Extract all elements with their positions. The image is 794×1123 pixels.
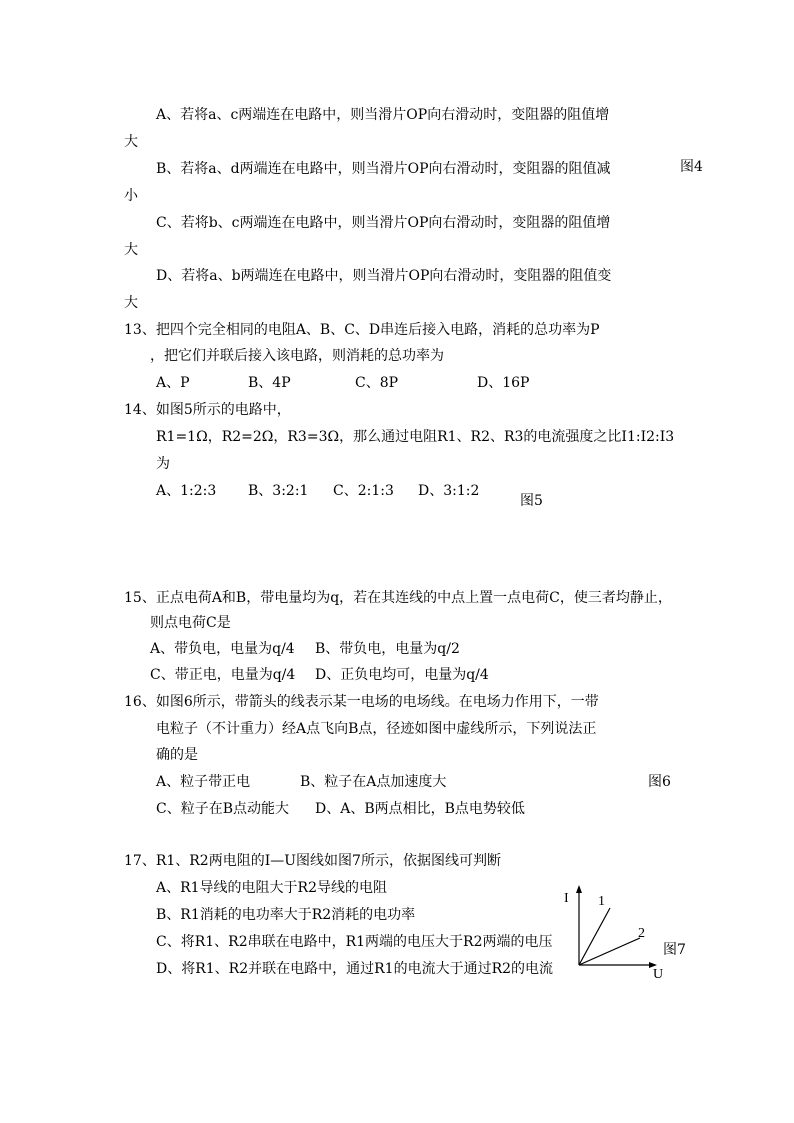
q17-stem-line1: 17、R1、R2两电阻的I—U图线如图7所示，依据图线可判断 bbox=[124, 853, 501, 869]
q14-option-a: A、1:2:3 bbox=[156, 483, 217, 499]
q15-option-c: C、带正电，电量为q/4 bbox=[150, 667, 296, 683]
q16-stem-line1: 16、如图6所示，带箭头的线表示某一电场的电场线。在电场力作用下，一带 bbox=[124, 694, 599, 710]
q12-option-b: B、若将a、d两端连在电路中，则当滑片OP向右滑动时，变阻器的阻值减 bbox=[156, 161, 611, 177]
figure-7-label: 图7 bbox=[663, 942, 686, 958]
q12-option-c: C、若将b、c两端连在电路中，则当滑片OP向右滑动时，变阻器的阻值增 bbox=[156, 215, 611, 231]
q15-option-b: B、带负电，电量为q/2 bbox=[315, 641, 460, 657]
q15-option-a: A、带负电，电量为q/4 bbox=[150, 641, 295, 657]
figure-7-iu-graph bbox=[560, 880, 670, 980]
q16-option-a: A、粒子带正电 bbox=[156, 774, 251, 790]
q14-option-c: C、2:1:3 bbox=[333, 483, 394, 499]
figure-6-label: 图6 bbox=[648, 774, 671, 790]
q17-option-b: B、R1消耗的电功率大于R2消耗的电功率 bbox=[156, 907, 416, 923]
q13-option-a: A、P bbox=[156, 375, 190, 391]
q15-option-d: D、正负电均可，电量为q/4 bbox=[315, 667, 489, 683]
line-2 bbox=[579, 938, 640, 965]
u-axis-label: U bbox=[653, 967, 664, 982]
line-1 bbox=[579, 908, 610, 965]
q16-stem-line2: 电粒子（不计重力）经A点飞向B点，径迹如图中虚线所示，下列说法正 bbox=[156, 721, 597, 737]
q17-option-c: C、将R1、R2串联在电路中，R1两端的电压大于R2两端的电压 bbox=[156, 934, 553, 950]
q12-option-d: D、若将a、b两端连在电路中，则当滑片OP向右滑动时，变阻器的阻值变 bbox=[156, 268, 612, 284]
q16-option-d: D、A、B两点相比，B点电势较低 bbox=[315, 801, 525, 817]
q17-option-d: D、将R1、R2并联在电路中，通过R1的电流大于通过R2的电流 bbox=[156, 961, 554, 977]
q14-stem-line1: 14、如图5所示的电路中， bbox=[124, 402, 291, 418]
i-axis-arrow bbox=[576, 885, 582, 893]
q13-option-d: D、16P bbox=[477, 375, 530, 391]
q14-stem-line3: 为 bbox=[156, 456, 170, 472]
line-2-label: 2 bbox=[638, 926, 645, 941]
q17-option-a: A、R1导线的电阻大于R2导线的电阻 bbox=[156, 880, 388, 896]
q13-option-c: C、8P bbox=[355, 375, 399, 391]
q16-option-b: B、粒子在A点加速度大 bbox=[300, 774, 447, 790]
q14-option-d: D、3:1:2 bbox=[418, 483, 480, 499]
q14-stem-line2: R1=1Ω，R2=2Ω，R3=3Ω，那么通过电阻R1、R2、R3的电流强度之比I1:I2:I3 bbox=[156, 429, 675, 445]
line-1-label: 1 bbox=[598, 894, 605, 909]
q12-option-d-cont: 大 bbox=[124, 295, 138, 311]
q13-option-b: B、4P bbox=[248, 375, 291, 391]
figure-5-label: 图5 bbox=[520, 493, 543, 509]
q13-stem-line1: 13、把四个完全相同的电阻A、B、C、D串连后接入电路，消耗的总功率为P bbox=[124, 322, 600, 338]
q14-option-b: B、3:2:1 bbox=[248, 483, 309, 499]
q12-option-b-cont: 小 bbox=[124, 188, 138, 204]
i-axis-label: I bbox=[564, 891, 569, 906]
q15-stem-line1: 15、正点电荷A和B，带电量均为q，若在其连线的中点上置一点电荷C，使三者均静止， bbox=[124, 590, 672, 606]
q13-stem-line2: ，把它们并联后接入该电路，则消耗的总功率为 bbox=[150, 348, 444, 364]
q15-stem-line2: 则点电荷C是 bbox=[150, 615, 231, 631]
q16-option-c: C、粒子在B点动能大 bbox=[156, 801, 289, 817]
q12-option-a: A、若将a、c两端连在电路中，则当滑片OP向右滑动时，变阻器的阻值增 bbox=[156, 107, 610, 123]
q12-option-c-cont: 大 bbox=[124, 242, 138, 258]
q12-option-a-cont: 大 bbox=[124, 134, 138, 150]
q16-stem-line3: 确的是 bbox=[156, 747, 198, 763]
figure-4-label: 图4 bbox=[680, 159, 703, 175]
